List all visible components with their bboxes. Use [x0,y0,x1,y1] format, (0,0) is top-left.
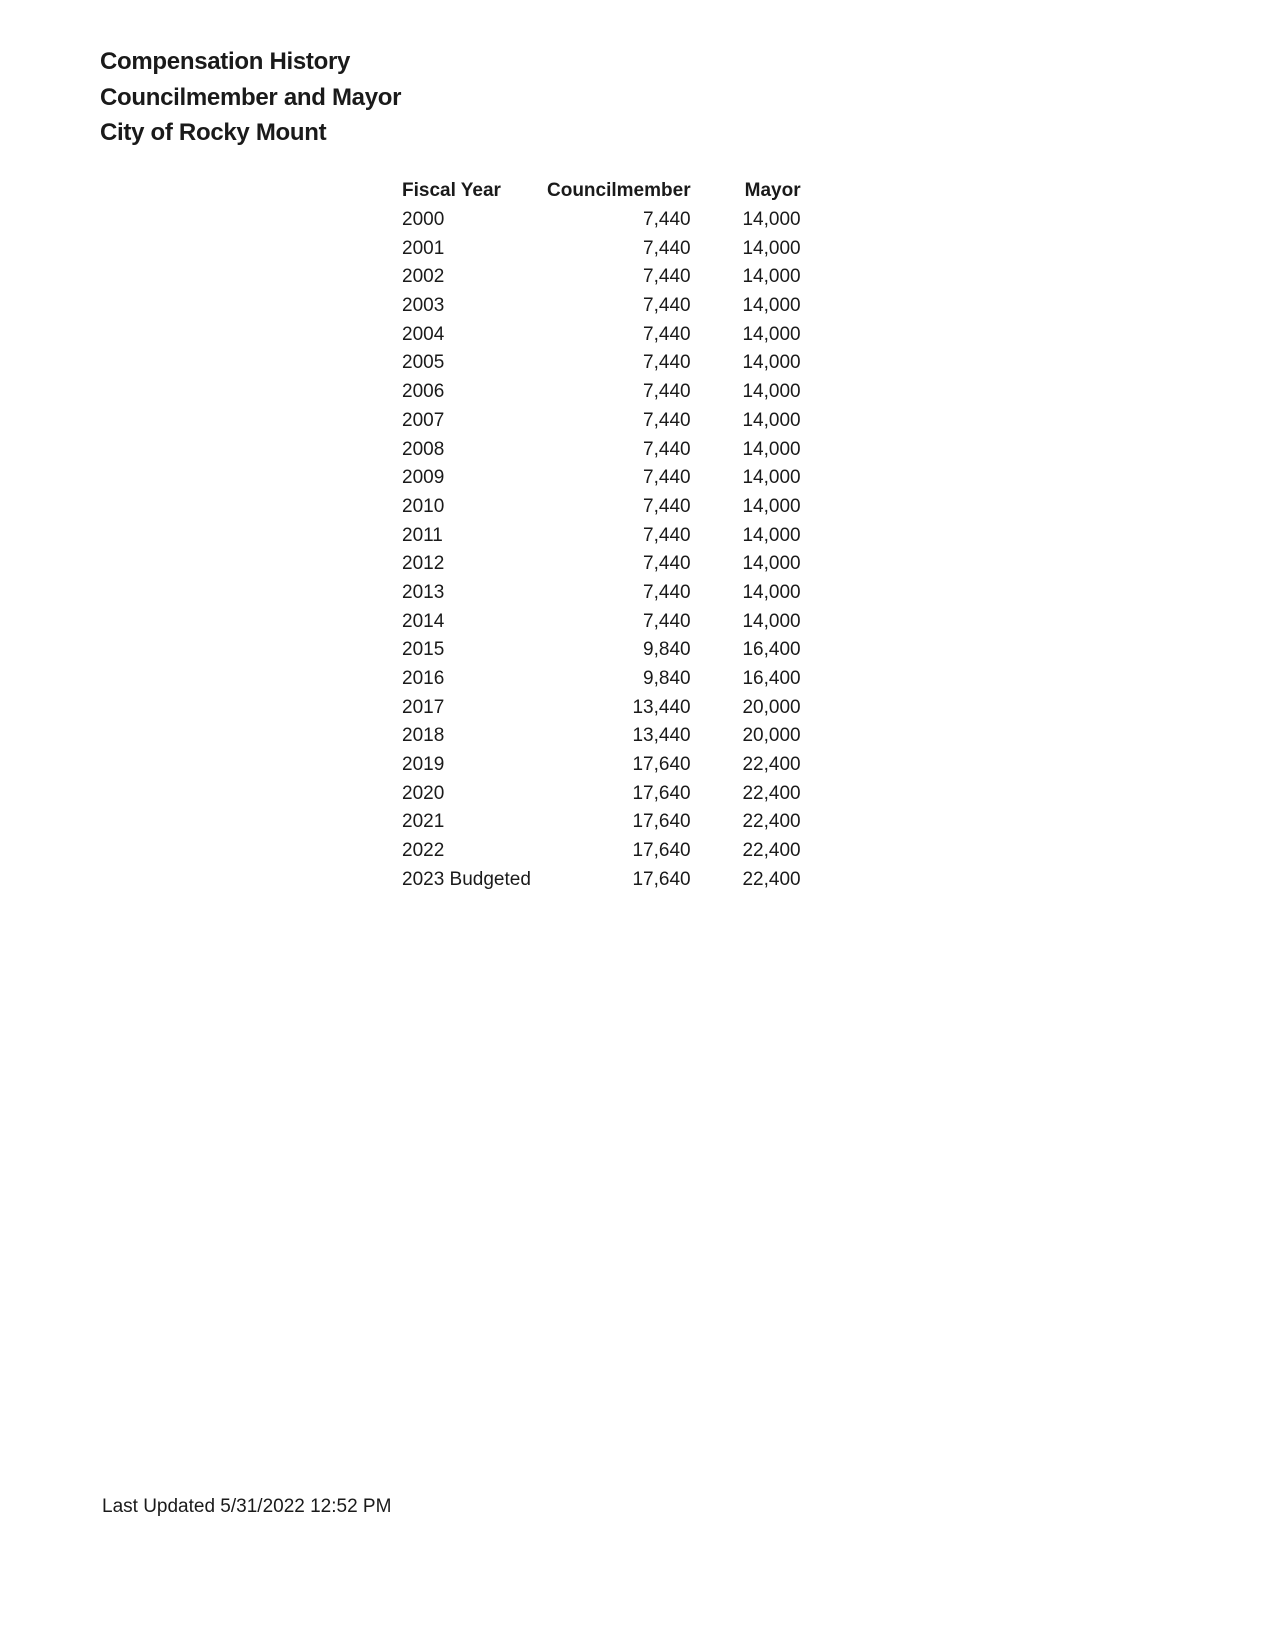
cell-mayor: 14,000 [742,352,801,374]
header-councilmember: Councilmember [547,180,691,202]
cell-mayor: 14,000 [742,610,801,632]
cell-councilmember: 7,440 [643,266,691,288]
cell-councilmember: 7,440 [643,467,691,489]
cell-councilmember: 7,440 [643,581,691,603]
cell-fiscal-year: 2001 [402,237,445,259]
cell-councilmember: 7,440 [643,438,691,460]
cell-mayor: 16,400 [742,639,801,661]
cell-councilmember: 9,840 [643,639,691,661]
cell-fiscal-year: 2009 [402,467,445,489]
table-row [400,435,801,464]
cell-councilmember: 17,640 [632,868,691,890]
cell-mayor: 14,000 [742,524,801,546]
cell-mayor: 16,400 [742,668,801,690]
cell-mayor: 14,000 [742,266,801,288]
cell-councilmember: 17,640 [632,754,691,776]
table-row [400,206,801,235]
cell-councilmember: 9,840 [643,668,691,690]
cell-mayor: 14,000 [742,295,801,317]
table-row [400,722,801,751]
table-row [400,837,801,866]
table-row [400,751,801,780]
cell-mayor: 14,000 [742,209,801,231]
table-row [400,407,801,436]
cell-mayor: 22,400 [742,754,801,776]
cell-councilmember: 7,440 [643,209,691,231]
cell-fiscal-year: 2021 [402,811,445,833]
cell-fiscal-year: 2016 [402,668,445,690]
cell-fiscal-year: 2020 [402,782,445,804]
cell-councilmember: 17,640 [632,811,691,833]
cell-fiscal-year: 2014 [402,610,445,632]
table-row [400,493,801,522]
table-row [400,665,801,694]
title-line-3: City of Rocky Mount [100,119,327,146]
cell-mayor: 14,000 [742,323,801,345]
cell-mayor: 14,000 [742,409,801,431]
table-row [400,378,801,407]
cell-mayor: 22,400 [742,811,801,833]
cell-fiscal-year: 2010 [402,495,445,517]
cell-councilmember: 7,440 [643,323,691,345]
table-row [400,808,801,837]
table-row [400,263,801,292]
cell-councilmember: 7,440 [643,524,691,546]
title-line-1: Compensation History [100,48,351,75]
cell-mayor: 14,000 [742,581,801,603]
cell-fiscal-year: 2019 [402,754,445,776]
cell-fiscal-year: 2000 [402,209,445,231]
table-row [400,349,801,378]
table-row [400,292,801,321]
cell-councilmember: 7,440 [643,295,691,317]
cell-mayor: 22,400 [742,840,801,862]
compensation-table [400,177,801,894]
cell-councilmember: 7,440 [643,381,691,403]
cell-mayor: 14,000 [742,495,801,517]
header-fiscal-year: Fiscal Year [402,180,501,202]
cell-mayor: 22,400 [742,782,801,804]
last-updated: Last Updated 5/31/2022 12:52 PM [102,1496,392,1517]
cell-mayor: 20,000 [742,696,801,718]
table-row [400,607,801,636]
cell-fiscal-year: 2004 [402,323,445,345]
cell-councilmember: 13,440 [632,725,691,747]
cell-councilmember: 7,440 [643,409,691,431]
cell-mayor: 22,400 [742,868,801,890]
cell-fiscal-year: 2022 [402,840,445,862]
cell-councilmember: 7,440 [643,352,691,374]
cell-councilmember: 7,440 [643,237,691,259]
cell-fiscal-year: 2023 Budgeted [402,868,531,890]
table-row [400,866,801,895]
cell-mayor: 14,000 [742,438,801,460]
cell-fiscal-year: 2005 [402,352,445,374]
cell-mayor: 14,000 [742,381,801,403]
table-row [400,693,801,722]
cell-fiscal-year: 2002 [402,266,445,288]
table-row [400,550,801,579]
table-row [400,234,801,263]
cell-mayor: 20,000 [742,725,801,747]
cell-fiscal-year: 2007 [402,409,445,431]
cell-councilmember: 7,440 [643,495,691,517]
cell-councilmember: 17,640 [632,840,691,862]
cell-fiscal-year: 2018 [402,725,445,747]
cell-councilmember: 13,440 [632,696,691,718]
cell-fiscal-year: 2012 [402,553,445,575]
document-title [100,44,401,151]
table-row [400,579,801,608]
table-header-row [400,177,801,206]
cell-mayor: 14,000 [742,467,801,489]
table-row [400,464,801,493]
cell-fiscal-year: 2015 [402,639,445,661]
cell-mayor: 14,000 [742,237,801,259]
cell-fiscal-year: 2011 [402,524,443,546]
cell-mayor: 14,000 [742,553,801,575]
cell-fiscal-year: 2008 [402,438,445,460]
cell-fiscal-year: 2013 [402,581,445,603]
cell-fiscal-year: 2003 [402,295,445,317]
title-line-2: Councilmember and Mayor [100,83,402,111]
table-row [400,636,801,665]
cell-fiscal-year: 2017 [402,696,445,718]
cell-councilmember: 7,440 [643,553,691,575]
table-row [400,320,801,349]
table-row [400,779,801,808]
cell-fiscal-year: 2006 [402,381,445,403]
table-row [400,521,801,550]
header-mayor: Mayor [744,180,801,202]
cell-councilmember: 7,440 [643,610,691,632]
cell-councilmember: 17,640 [632,782,691,804]
